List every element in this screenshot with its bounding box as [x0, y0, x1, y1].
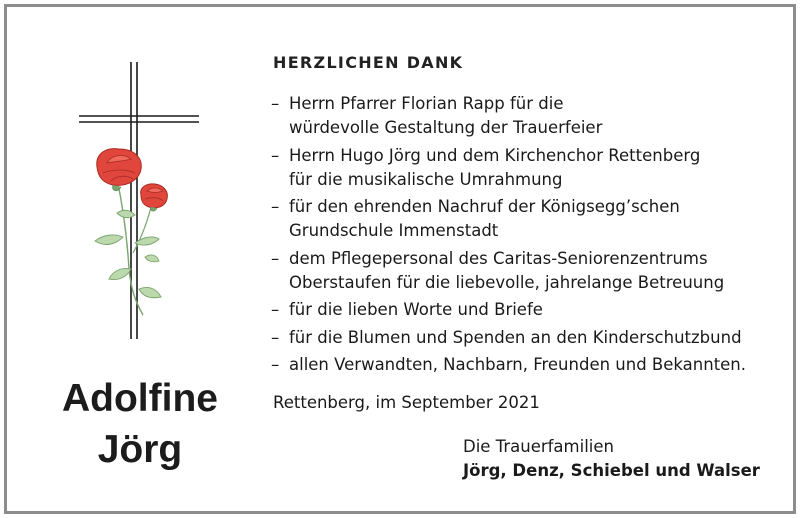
thanks-line-continued: Grundschule Immenstadt [289, 221, 499, 240]
thanks-item [271, 298, 746, 322]
thanks-line: für die Blumen und Spenden an den Kinderschutzbund [289, 327, 742, 347]
place-date: Rettenberg, im September 2021 [273, 393, 540, 412]
obituary-notice [4, 4, 796, 514]
dash: – [271, 300, 280, 319]
deceased-last-name: Jörg [97, 428, 183, 471]
thanks-item [271, 92, 746, 140]
cross-with-roses-icon [73, 57, 213, 347]
thanks-line-continued: Oberstaufen für die liebevolle, jahrelange Betreuung [289, 272, 725, 292]
thanks-item [271, 247, 746, 295]
families-names: Jörg, Denz, Schiebel und Walser [463, 461, 760, 480]
thanks-line: für den ehrenden Nachruf der Königsegg’schen [289, 197, 680, 216]
thanks-item [271, 195, 746, 243]
deceased-first-name: Adolfine [62, 377, 218, 420]
thanks-line-continued: würdevolle Gestaltung der Trauerfeier [289, 118, 603, 137]
dash: – [271, 94, 280, 113]
dash: – [271, 355, 280, 374]
dash: – [271, 248, 280, 268]
dash: – [271, 327, 280, 347]
thanks-line-continued: für die musikalische Umrahmung [289, 169, 563, 189]
thanks-item [271, 353, 746, 377]
dash: – [271, 145, 280, 165]
thanks-line: allen Verwandten, Nachbarn, Freunden und Bekannten. [289, 355, 747, 374]
families-intro: Die Trauerfamilien [463, 437, 614, 456]
thanks-list [271, 92, 746, 381]
thanks-item [271, 144, 746, 192]
dash: – [271, 197, 280, 216]
thanks-line: dem Pflegepersonal des Caritas-Seniorenzentrums [289, 248, 708, 268]
thanks-item [271, 326, 746, 350]
thanks-line: Herrn Pfarrer Florian Rapp für die [289, 94, 564, 113]
notice-heading: HERZLICHEN DANK [273, 53, 464, 72]
thanks-line: für die lieben Worte und Briefe [289, 300, 543, 319]
thanks-line: Herrn Hugo Jörg und dem Kirchenchor Rettenberg [289, 145, 701, 165]
